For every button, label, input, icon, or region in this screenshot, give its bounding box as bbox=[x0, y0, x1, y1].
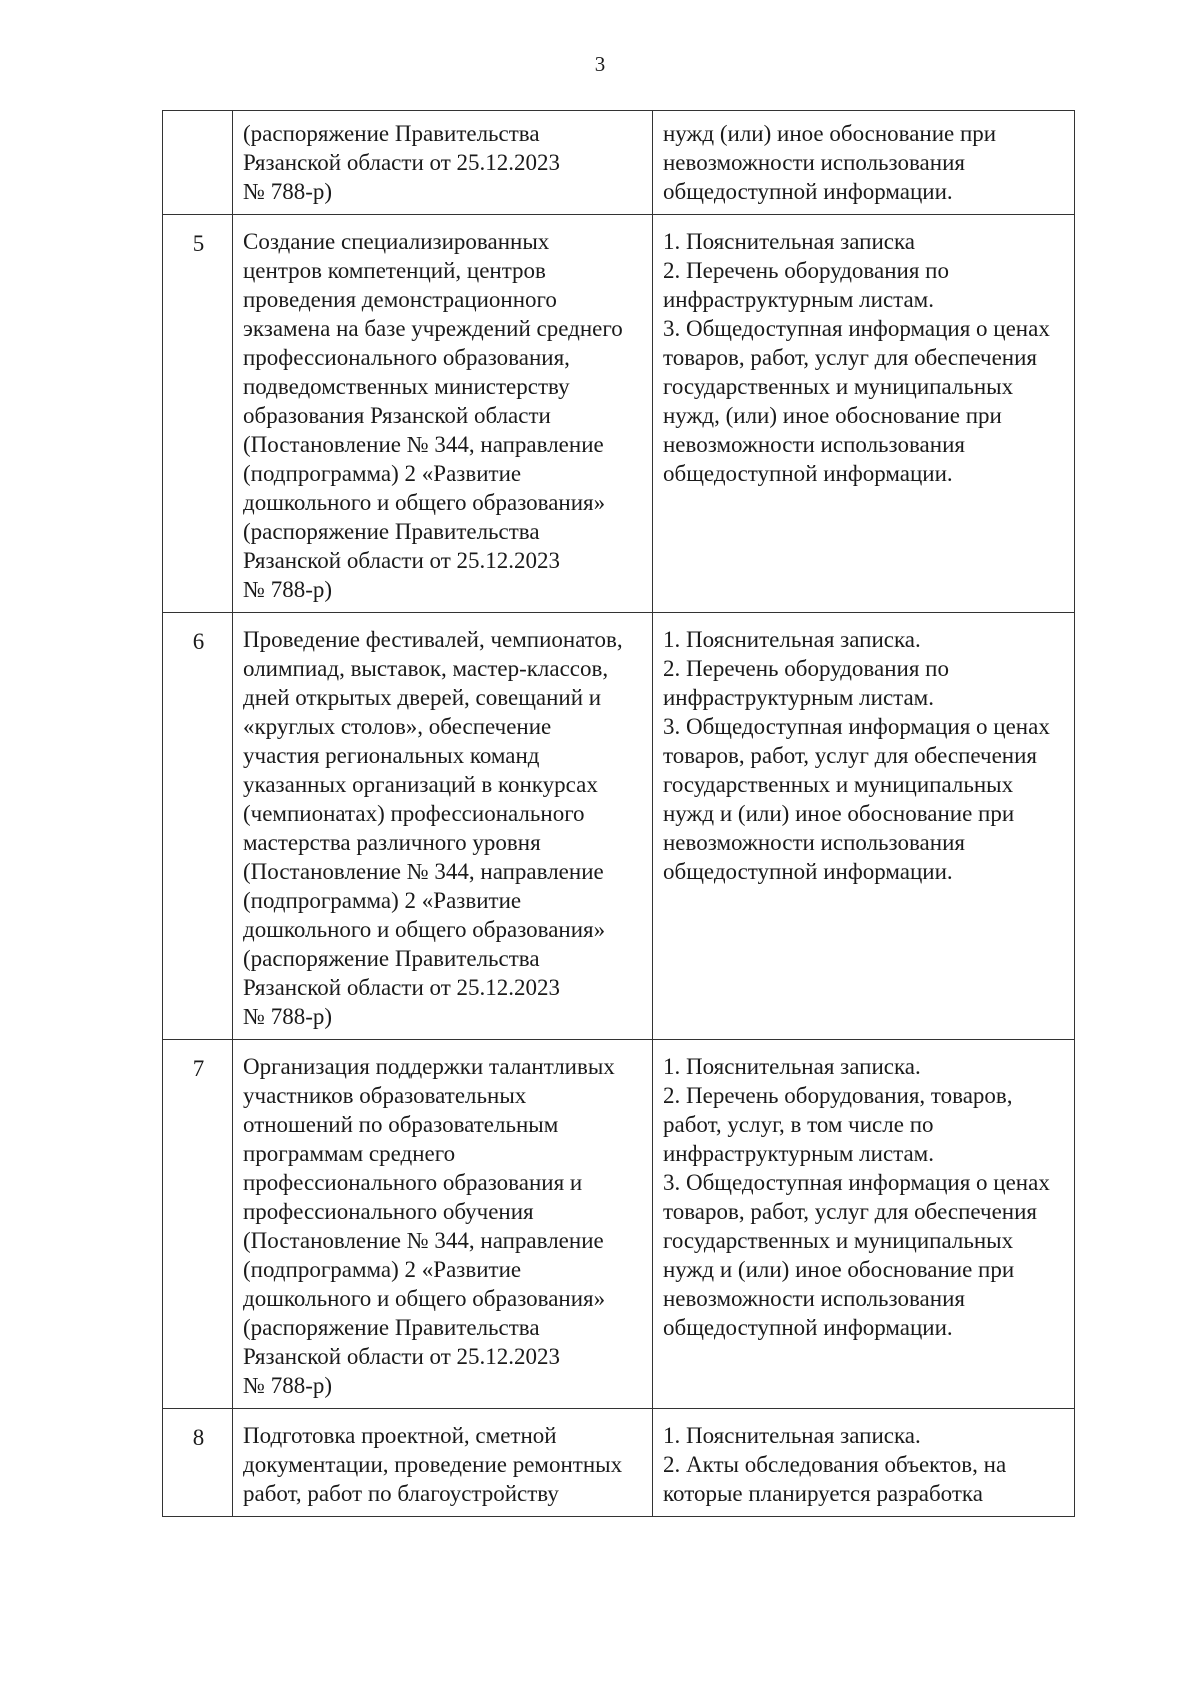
activity-name-line: Организация поддержки талантливых bbox=[243, 1054, 615, 1079]
row-number: 6 bbox=[163, 613, 233, 1040]
table-row bbox=[163, 1409, 1075, 1517]
activity-name-line: № 788-р) bbox=[243, 1373, 333, 1398]
activity-name-line: Рязанской области от 25.12.2023 bbox=[243, 548, 561, 573]
row-number: 7 bbox=[163, 1040, 233, 1409]
activity-name-line: отношений по образовательным bbox=[243, 1112, 559, 1137]
required-documents-line: 1. Пояснительная записка. bbox=[663, 627, 921, 652]
required-documents-line: государственных и муниципальных bbox=[663, 772, 1014, 797]
activity-name-line: (чемпионатах) профессионального bbox=[243, 801, 585, 826]
row-number bbox=[163, 111, 233, 215]
activity-name-line: (распоряжение Правительства bbox=[243, 946, 540, 971]
page-number: 3 bbox=[594, 52, 606, 76]
activity-name-line: Создание специализированных bbox=[243, 229, 550, 254]
required-documents-line: 2. Перечень оборудования по bbox=[663, 656, 949, 681]
table-row bbox=[163, 111, 1075, 215]
required-documents-cell bbox=[653, 215, 1075, 613]
activity-name-line: документации, проведение ремонтных bbox=[243, 1452, 623, 1477]
required-documents-line: общедоступной информации. bbox=[663, 179, 953, 204]
required-documents-line: 2. Перечень оборудования по bbox=[663, 258, 949, 283]
row-number: 8 bbox=[163, 1409, 233, 1517]
required-documents-line: которые планируется разработка bbox=[663, 1481, 983, 1506]
activity-name-line: «круглых столов», обеспечение bbox=[243, 714, 552, 739]
required-documents-line: инфраструктурным листам. bbox=[663, 287, 934, 312]
activity-name-cell bbox=[233, 215, 653, 613]
required-documents-line: 1. Пояснительная записка. bbox=[663, 1054, 921, 1079]
activity-name-line: № 788-р) bbox=[243, 179, 333, 204]
required-documents-line: невозможности использования bbox=[663, 830, 965, 855]
activity-name-line: (распоряжение Правительства bbox=[243, 1315, 540, 1340]
required-documents-line: невозможности использования bbox=[663, 432, 965, 457]
activity-name-line: Рязанской области от 25.12.2023 bbox=[243, 975, 561, 1000]
requirements-table bbox=[162, 110, 1075, 1517]
activity-name-line: программам среднего bbox=[243, 1141, 456, 1166]
required-documents-line: невозможности использования bbox=[663, 1286, 965, 1311]
required-documents-line: нужд и (или) иное обоснование при bbox=[663, 801, 1015, 826]
activity-name-line: проведения демонстрационного bbox=[243, 287, 557, 312]
activity-name-line: (Постановление № 344, направление bbox=[243, 432, 604, 457]
activity-name-line: № 788-р) bbox=[243, 577, 333, 602]
required-documents-line: государственных и муниципальных bbox=[663, 1228, 1014, 1253]
activity-name-line: центров компетенций, центров bbox=[243, 258, 546, 283]
required-documents-cell bbox=[653, 1040, 1075, 1409]
activity-name-line: Подготовка проектной, сметной bbox=[243, 1423, 557, 1448]
activity-name-line: Проведение фестивалей, чемпионатов, bbox=[243, 627, 623, 652]
required-documents-line: нужд, (или) иное обоснование при bbox=[663, 403, 1002, 428]
required-documents-line: товаров, работ, услуг для обеспечения bbox=[663, 1199, 1037, 1224]
activity-name-line: дошкольного и общего образования» bbox=[243, 490, 606, 515]
required-documents-line: 1. Пояснительная записка. bbox=[663, 1423, 921, 1448]
required-documents-line: общедоступной информации. bbox=[663, 1315, 953, 1340]
activity-name-line: (распоряжение Правительства bbox=[243, 121, 540, 146]
activity-name-line: мастерства различного уровня bbox=[243, 830, 541, 855]
required-documents-cell bbox=[653, 1409, 1075, 1517]
required-documents-line: 1. Пояснительная записка bbox=[663, 229, 916, 254]
required-documents-line: 3. Общедоступная информация о ценах bbox=[663, 714, 1050, 739]
table-row bbox=[163, 1040, 1075, 1409]
required-documents-line: инфраструктурным листам. bbox=[663, 685, 934, 710]
activity-name-cell bbox=[233, 111, 653, 215]
activity-name-line: Рязанской области от 25.12.2023 bbox=[243, 150, 561, 175]
activity-name-line: (подпрограмма) 2 «Развитие bbox=[243, 1257, 522, 1282]
activity-name-line: указанных организаций в конкурсах bbox=[243, 772, 598, 797]
required-documents-line: общедоступной информации. bbox=[663, 461, 953, 486]
activity-name-line: (подпрограмма) 2 «Развитие bbox=[243, 461, 522, 486]
activity-name-line: № 788-р) bbox=[243, 1004, 333, 1029]
required-documents-line: общедоступной информации. bbox=[663, 859, 953, 884]
activity-name-cell bbox=[233, 1409, 653, 1517]
activity-name-line: профессионального обучения bbox=[243, 1199, 534, 1224]
required-documents-line: инфраструктурным листам. bbox=[663, 1141, 934, 1166]
required-documents-line: товаров, работ, услуг для обеспечения bbox=[663, 345, 1037, 370]
activity-name-line: (подпрограмма) 2 «Развитие bbox=[243, 888, 522, 913]
activity-name-line: подведомственных министерству bbox=[243, 374, 570, 399]
required-documents-cell bbox=[653, 613, 1075, 1040]
required-documents-line: 3. Общедоступная информация о ценах bbox=[663, 316, 1050, 341]
activity-name-line: образования Рязанской области bbox=[243, 403, 551, 428]
required-documents-line: 2. Перечень оборудования, товаров, bbox=[663, 1083, 1013, 1108]
activity-name-line: (распоряжение Правительства bbox=[243, 519, 540, 544]
required-documents-line: работ, услуг, в том числе по bbox=[663, 1112, 934, 1137]
activity-name-cell bbox=[233, 1040, 653, 1409]
required-documents-line: невозможности использования bbox=[663, 150, 965, 175]
table-row bbox=[163, 215, 1075, 613]
activity-name-line: олимпиад, выставок, мастер-классов, bbox=[243, 656, 609, 681]
activity-name-line: участия региональных команд bbox=[243, 743, 540, 768]
table-body bbox=[163, 111, 1075, 1517]
activity-name-line: Рязанской области от 25.12.2023 bbox=[243, 1344, 561, 1369]
activity-name-line: (Постановление № 344, направление bbox=[243, 1228, 604, 1253]
activity-name-line: экзамена на базе учреждений среднего bbox=[243, 316, 623, 341]
activity-name-line: участников образовательных bbox=[243, 1083, 527, 1108]
activity-name-line: профессионального образования, bbox=[243, 345, 570, 370]
activity-name-line: дней открытых дверей, совещаний и bbox=[243, 685, 602, 710]
required-documents-line: государственных и муниципальных bbox=[663, 374, 1014, 399]
activity-name-line: дошкольного и общего образования» bbox=[243, 917, 606, 942]
activity-name-line: работ, работ по благоустройству bbox=[243, 1481, 559, 1506]
required-documents-line: 3. Общедоступная информация о ценах bbox=[663, 1170, 1050, 1195]
required-documents-line: нужд (или) иное обоснование при bbox=[663, 121, 997, 146]
required-documents-cell bbox=[653, 111, 1075, 215]
activity-name-cell bbox=[233, 613, 653, 1040]
activity-name-line: профессионального образования и bbox=[243, 1170, 583, 1195]
required-documents-line: нужд и (или) иное обоснование при bbox=[663, 1257, 1015, 1282]
activity-name-line: дошкольного и общего образования» bbox=[243, 1286, 606, 1311]
required-documents-line: 2. Акты обследования объектов, на bbox=[663, 1452, 1007, 1477]
required-documents-line: товаров, работ, услуг для обеспечения bbox=[663, 743, 1037, 768]
row-number: 5 bbox=[163, 215, 233, 613]
table-row bbox=[163, 613, 1075, 1040]
activity-name-line: (Постановление № 344, направление bbox=[243, 859, 604, 884]
